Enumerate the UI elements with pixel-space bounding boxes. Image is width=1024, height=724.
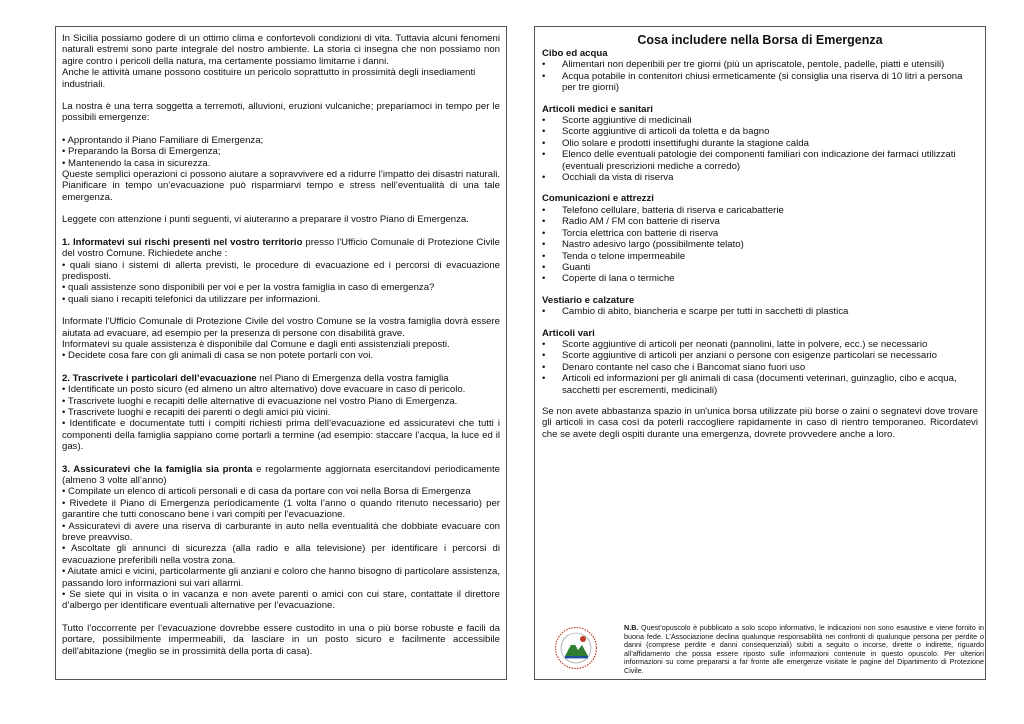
section-3-item: • Compilate un elenco di articoli personali e di casa da portare con voi nella Borsa di Emergenza xyxy=(62,486,471,498)
bullet-icon: • xyxy=(542,250,546,262)
section-2-rest: nel Piano di Emergenza della vostra famiglia xyxy=(256,372,449,384)
list-item-text: Scorte aggiuntive di articoli per neonati (pannolini, latte in polvere, ecc.) se necessario xyxy=(562,338,928,350)
section-1-rest: presso l'Ufficio Comunale di Protezione Civile del vostro Comune. Richiedete anche : xyxy=(62,236,501,260)
section-1-paragraph: Informate l'Ufficio Comunale di Protezione Civile del vostro Comune se la vostra famiglia dovrà essere aiutata ad evacuare, ad esempio per la presenza di persone con disabilità grave. xyxy=(62,316,500,339)
list-item xyxy=(542,362,978,373)
list-item xyxy=(542,239,978,250)
section-3-item: • Se siete qui in visita o in vacanza e non avete parenti o amici con cui stare, contattate il direttore d’albergo per identificare eventuali alternative per l’evacuazione. xyxy=(62,589,500,612)
association-logo-icon xyxy=(554,626,598,670)
intro-paragraph: In Sicilia possiamo godere di un ottimo clima e confortevoli condizioni di vita. Tuttavia alcuni fenomeni naturali estremi sono parte integrale del nostro ambiente. La storia ci insegna che non possiamo non agire contro i pericoli della natura, ma certamente possiamo limitarne i danni. xyxy=(62,33,500,67)
list-item xyxy=(542,306,978,317)
intro-paragraph-2: Anche le attività umane possono costituire un pericolo soprattutto in prossimità degli insediamenti industriali. xyxy=(62,67,476,90)
list-item xyxy=(542,373,978,396)
list-item-text: Torcia elettrica con batterie di riserva xyxy=(562,227,719,239)
list-item xyxy=(542,228,978,239)
bullet-icon: • xyxy=(542,115,546,127)
list-item xyxy=(542,126,978,137)
bullet-icon: • xyxy=(542,373,546,385)
section-heading: Comunicazioni e attrezzi xyxy=(542,193,654,205)
section-1-heading: 1. Informatevi sui rischi presenti nel vostro territorio xyxy=(62,236,303,248)
section-2-item: • Identificate e documentate tutti i compiti richiesti prima dell’evacuazione ed assicuratevi che tutti i componenti della famiglia sappiano come portarli a termine (ad esempio: staccare l’acqua, la luce ed il gas). xyxy=(62,418,500,453)
list-item-text: Alimentari non deperibili per tre giorni (più un apriscatole, pentole, padelle, piatti e utensili) xyxy=(562,59,945,71)
section-3-intro xyxy=(62,464,500,487)
list-item xyxy=(542,216,978,227)
list-item xyxy=(542,262,978,273)
list-item xyxy=(542,138,978,149)
section-heading: Cibo ed acqua xyxy=(542,48,608,59)
list-item-text: Articoli ed informazioni per gli animali di casa (documenti veterinari, guinzaglio, cibo e acqua, sacchetti per escrementi, medicinali) xyxy=(562,373,957,396)
bullet-icon: • xyxy=(542,137,546,149)
bullet-icon: • xyxy=(542,261,546,273)
operations-paragraph: Queste semplici operazioni ci possono aiutare a sopravvivere ed a ridurre l’impatto dei disastri naturali. Pianificare in tempo un’evacuazione può risparmiarvi tempo e stress nell’eventualità di una tale emergenza. xyxy=(62,169,500,203)
list-item-text: Olio solare e prodotti insettifughi durante la stagione calda xyxy=(562,137,809,149)
section-3-item: • Ascoltate gli annunci di sicurezza (alla radio e alla televisione) per identificare i percorsi di evacuazione preferibili nella vostra zona. xyxy=(62,543,500,566)
section-heading: Articoli vari xyxy=(542,327,595,339)
list-item-text: Tenda o telone impermeabile xyxy=(562,250,686,262)
bullet-icon: • xyxy=(542,59,546,71)
bullet-icon: • xyxy=(542,126,546,138)
list-item-text: Cambio di abito, biancheria e scarpe per tutti in sacchetti di plastica xyxy=(562,306,849,318)
section-3-item: • Assicuratevi di avere una riserva di carburante in auto nella eventualità che dobbiate evacuare con breve preavviso. xyxy=(62,520,500,544)
bullet-icon: • xyxy=(542,273,546,285)
list-item-text: Occhiali da vista di riserva xyxy=(562,172,674,184)
section-1-item: • Decidete cosa fare con gli animali di casa se non potete portarli con voi. xyxy=(62,350,374,362)
section-3-item: • Aiutate amici e vicini, particolarmente gli anziani e coloro che hanno bisogno di particolare assistenza, passando loro informazioni sui vari allarmi. xyxy=(62,566,500,589)
list-item-text: Scorte aggiuntive di articoli per anziani o persone con esigenze particolari se necessario xyxy=(562,350,937,362)
section-3-item: • Rivedete il Piano di Emergenza periodicamente (1 volta l’anno o quando ritenuto necessario) per garantire che tutti conoscano bene i vari compiti per l’evacuazione. xyxy=(62,497,500,521)
list-item-text: Scorte aggiuntive di articoli da toletta e da bagno xyxy=(562,126,770,138)
bullet-icon: • xyxy=(542,239,546,251)
list-item xyxy=(542,273,978,284)
left-panel xyxy=(55,26,507,680)
list-item-text: Elenco delle eventuali patologie dei componenti familiari con indicazione dei farmaci utilizzati (eventuali prescrizioni mediche a corredo) xyxy=(562,149,956,172)
nb-label: N.B. xyxy=(624,623,639,632)
list-item xyxy=(542,59,978,70)
section-1-item: • quali siano i recapiti telefonici da utilizzare per informazioni. xyxy=(62,293,321,305)
bullet-icon: • xyxy=(542,338,546,350)
bullet-icon: • xyxy=(542,361,546,373)
bullet-icon: • xyxy=(542,306,546,318)
list-item-text: Scorte aggiuntive di medicinali xyxy=(562,115,692,127)
list-item-text: Coperte di lana o termiche xyxy=(562,273,675,285)
list-item-text: Denaro contante nel caso che i Bancomat siano fuori uso xyxy=(562,361,806,373)
list-item-text: Guanti xyxy=(562,261,591,273)
read-carefully-paragraph: Leggete con attenzione i punti seguenti, vi aiuteranno a preparare il vostro Piano di Emergenza. xyxy=(62,214,469,226)
list-item xyxy=(542,350,978,361)
section-2-item: • Trascrivete luoghi e recapiti dei parenti o degli amici più vicini. xyxy=(62,406,331,418)
list-item xyxy=(542,251,978,262)
prep-item: • Preparando la Borsa di Emergenza; xyxy=(62,146,221,158)
disclaimer-note xyxy=(624,624,984,676)
bullet-icon: • xyxy=(542,70,546,82)
section-2-intro xyxy=(62,373,500,384)
section-1-intro xyxy=(62,237,500,260)
territory-paragraph: La nostra è una terra soggetta a terremoti, alluvioni, eruzioni vulcaniche; prepariamoci in tempo per le possibili emergenze: xyxy=(62,101,500,124)
section-1-item: • quali siano i sistemi di allerta previsti, le procedure di evacuazione ed i percorsi di evacuazione predisposti. xyxy=(62,259,500,282)
right-panel xyxy=(534,26,986,680)
section-2-heading: 2. Trascrivete i particolari dell’evacuazione xyxy=(62,372,257,384)
list-item-text: Telefono cellulare, batteria di riserva e caricabatterie xyxy=(562,204,784,216)
section-3-rest: e regolarmente aggiornata esercitandovi periodicamente (almeno 3 volte all’anno) xyxy=(62,463,501,486)
section-heading: Vestiario e calzature xyxy=(542,294,635,306)
bullet-icon: • xyxy=(542,204,546,216)
bullet-icon: • xyxy=(542,172,546,184)
bullet-icon: • xyxy=(542,149,546,161)
bullet-icon: • xyxy=(542,227,546,239)
footer xyxy=(540,623,984,675)
section-3-heading: 3. Assicuratevi che la famiglia sia pronta xyxy=(62,463,253,475)
list-item-text: Acqua potabile in contenitori chiusi ermeticamente (si consiglia una riserva di 10 litri a persona per tre giorni) xyxy=(562,70,963,94)
section-heading: Articoli medici e sanitari xyxy=(542,103,653,115)
list-item xyxy=(542,71,978,94)
bullet-icon: • xyxy=(542,216,546,228)
section-1-paragraph-2: Informatevi su quale assistenza è disponibile dal Comune e dagli enti assistenziali preposti. xyxy=(62,338,450,350)
list-item xyxy=(542,339,978,350)
section-1-item: • quali assistenze sono disponibili per voi e per la vostra famiglia in caso di emergenza? xyxy=(62,282,435,294)
section-2-item: • Trascrivete luoghi e recapiti delle alternative di evacuazione nel vostro Piano di Emergenza. xyxy=(62,395,458,407)
closing-paragraph: Se non avete abbastanza spazio in un'unica borsa utilizzate più borse o zaini o segnatevi dove trovare gli articoli in casa così da poterli raccogliere rapidamente in caso di rientro temporaneo. Ricordatevi che se avete degli ospiti durante una emergenza, dovrete provvedere anche a loro. xyxy=(542,405,978,440)
section-2-item: • Identificate un posto sicuro (ed almeno un altro alternativo) dove evacuare in caso di pericolo. xyxy=(62,384,466,396)
list-item xyxy=(542,115,978,126)
nb-text: Quest’opuscolo è pubblicato a solo scopo informativo, le indicazioni non sono esaustive e viene fornito in buona fede. L’Associazione declina qualunque responsabilità nei confronti di qualunque persona per perdite o danni (comprese perdite e danni consequenziali) subiti a seguito o incorse, dirette o indirette, riguardo all’affidamento che possa essere riposto sulle informazioni contenute in questo opuscolo. Per ulteriori informazioni su come prepararsi a far fronte alle emergenze visitate le pagine del Dipartimento di Protezione Civile. xyxy=(624,623,984,675)
list-item-text: Radio AM / FM con batterie di riserva xyxy=(562,216,720,228)
list-item xyxy=(542,172,978,183)
bullet-icon: • xyxy=(542,350,546,362)
closing-paragraph: Tutto l’occorrente per l’evacuazione dovrebbe essere custodito in una o più borse robuste e facili da portare, possibilmente impermeabili, da lasciare in un posto sicuro e facilmente accessibile dell'abitazione (meglio se in prossimità della porta di casa). xyxy=(62,622,500,657)
prep-item: • Mantenendo la casa in sicurezza. xyxy=(62,157,211,169)
prep-item: • Approntando il Piano Familiare di Emergenza; xyxy=(62,134,264,146)
list-item xyxy=(542,149,978,172)
page-title: Cosa includere nella Borsa di Emergenza xyxy=(637,33,883,47)
list-item-text: Nastro adesivo largo (possibilmente telato) xyxy=(562,239,744,251)
list-item xyxy=(542,205,978,216)
